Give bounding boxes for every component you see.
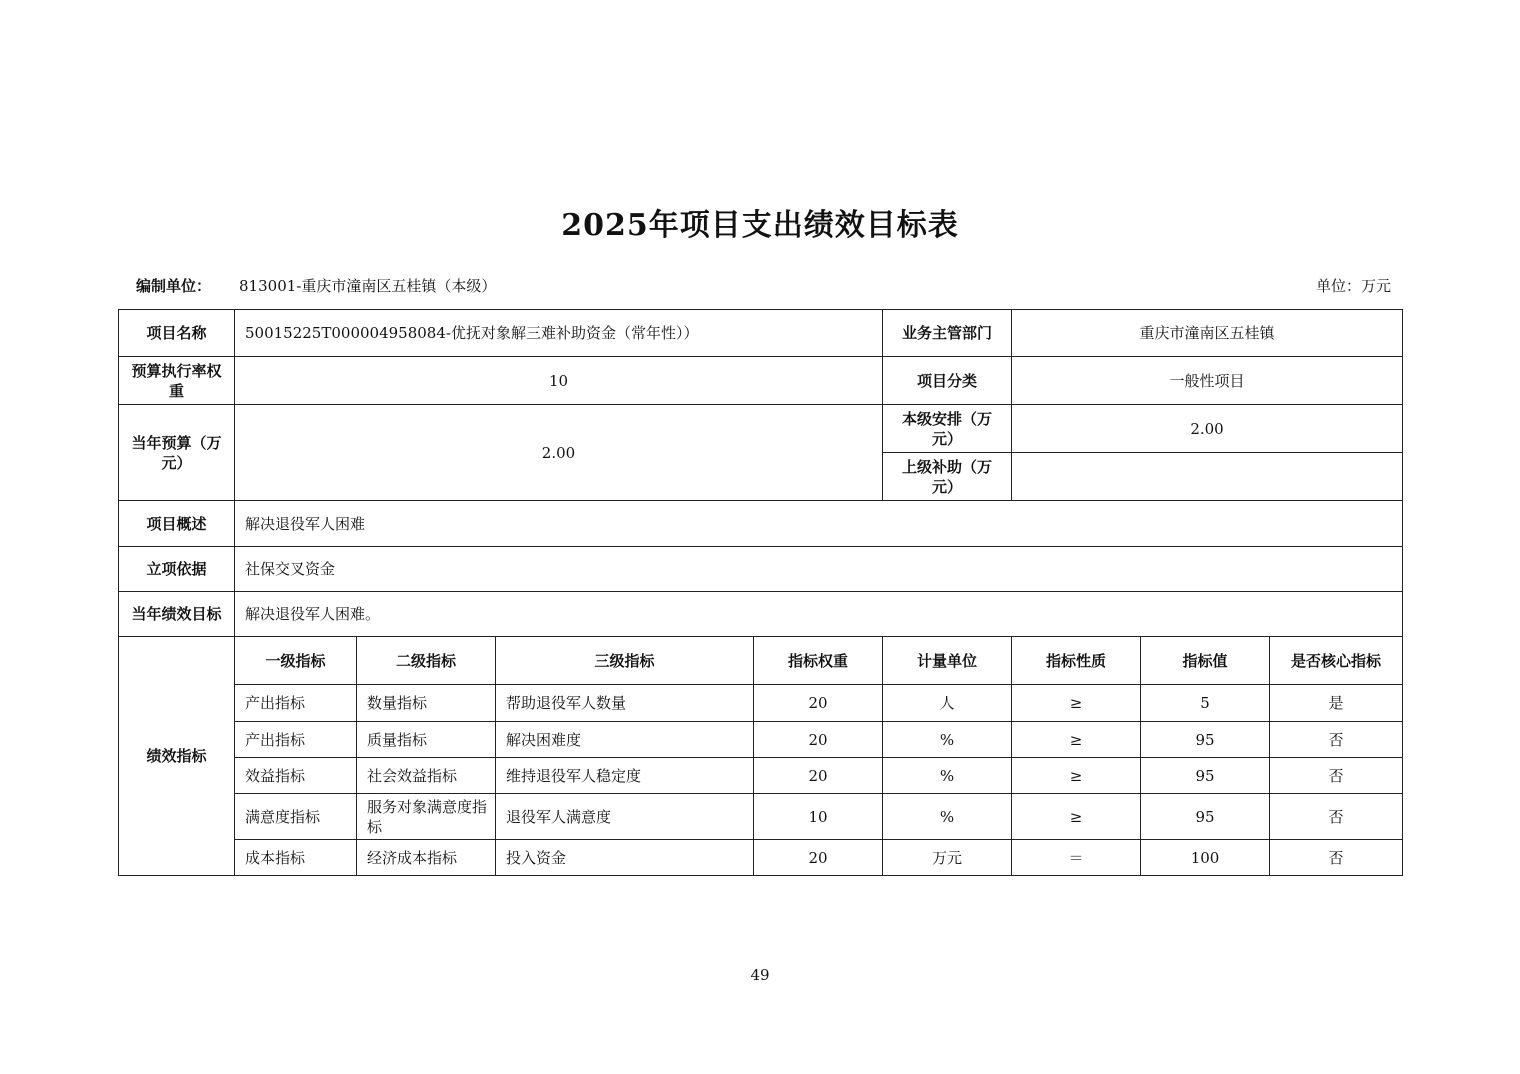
indicator-nature: ≥ (1012, 722, 1141, 758)
level3-indicator: 投入资金 (496, 840, 754, 876)
indicator-nature: ≥ (1012, 794, 1141, 840)
level2-indicator: 服务对象满意度指标 (357, 794, 496, 840)
project-name-value: 50015225T000004958084-优抚对象解三难补助资金（常年性）） (235, 310, 883, 357)
page-number: 49 (750, 966, 770, 984)
indicator-weight: 20 (754, 758, 883, 794)
category-value: 一般性项目 (1012, 357, 1403, 405)
level1-indicator: 成本指标 (235, 840, 357, 876)
column-header: 指标性质 (1012, 637, 1141, 685)
indicator-nature: ≥ (1012, 758, 1141, 794)
measure-unit: % (883, 758, 1012, 794)
local-allocation-value: 2.00 (1012, 405, 1403, 453)
level1-indicator: 产出指标 (235, 722, 357, 758)
indicator-header-row (119, 637, 1403, 685)
indicator-nature: ≥ (1012, 685, 1141, 722)
annual-goal-value: 解决退役军人困难。 (235, 592, 1403, 637)
execution-weight-label: 预算执行率权重 (119, 357, 235, 405)
column-header: 指标权重 (754, 637, 883, 685)
basis-label: 立项依据 (119, 547, 235, 592)
level3-indicator: 维持退役军人稳定度 (496, 758, 754, 794)
measure-unit: 人 (883, 685, 1012, 722)
level1-indicator: 满意度指标 (235, 794, 357, 840)
column-header: 是否核心指标 (1270, 637, 1403, 685)
core-indicator: 否 (1270, 840, 1403, 876)
level1-indicator: 效益指标 (235, 758, 357, 794)
project-name-label: 项目名称 (119, 310, 235, 357)
level2-indicator: 经济成本指标 (357, 840, 496, 876)
upper-subsidy-label: 上级补助（万元） (883, 453, 1012, 501)
table-row (119, 722, 1403, 758)
indicator-value: 95 (1141, 794, 1270, 840)
core-indicator: 否 (1270, 722, 1403, 758)
level2-indicator: 社会效益指标 (357, 758, 496, 794)
level2-indicator: 质量指标 (357, 722, 496, 758)
column-header: 指标值 (1141, 637, 1270, 685)
annual-budget-value: 2.00 (235, 405, 883, 501)
indicator-value: 100 (1141, 840, 1270, 876)
table-row (119, 310, 1403, 357)
department-label: 业务主管部门 (883, 310, 1012, 357)
core-indicator: 否 (1270, 794, 1403, 840)
core-indicator: 是 (1270, 685, 1403, 722)
indicator-weight: 10 (754, 794, 883, 840)
level3-indicator: 帮助退役军人数量 (496, 685, 754, 722)
execution-weight-value: 10 (235, 357, 883, 405)
level3-indicator: 退役军人满意度 (496, 794, 754, 840)
table-row (119, 840, 1403, 876)
level2-indicator: 数量指标 (357, 685, 496, 722)
indicator-value: 95 (1141, 722, 1270, 758)
category-label: 项目分类 (883, 357, 1012, 405)
basis-value: 社保交叉资金 (235, 547, 1403, 592)
column-header: 一级指标 (235, 637, 357, 685)
table-row (119, 547, 1403, 592)
page-title: 2025年项目支出绩效目标表 (561, 208, 959, 243)
level3-indicator: 解决困难度 (496, 722, 754, 758)
compiling-unit-label: 编制单位： (136, 277, 212, 295)
compiling-unit (136, 275, 496, 296)
column-header: 计量单位 (883, 637, 1012, 685)
table-row (119, 794, 1403, 840)
table-row (119, 592, 1403, 637)
column-header: 三级指标 (496, 637, 754, 685)
indicator-weight: 20 (754, 685, 883, 722)
measure-unit: 万元 (883, 840, 1012, 876)
department-value: 重庆市潼南区五桂镇 (1012, 310, 1403, 357)
measure-unit: % (883, 794, 1012, 840)
table-row (119, 685, 1403, 722)
indicator-nature: ＝ (1012, 840, 1141, 876)
core-indicator: 否 (1270, 758, 1403, 794)
indicator-weight: 20 (754, 840, 883, 876)
indicator-value: 95 (1141, 758, 1270, 794)
indicators-label: 绩效指标 (119, 637, 235, 876)
column-header: 二级指标 (357, 637, 496, 685)
indicator-weight: 20 (754, 722, 883, 758)
table-row (119, 357, 1403, 405)
overview-label: 项目概述 (119, 501, 235, 547)
overview-value: 解决退役军人困难 (235, 501, 1403, 547)
upper-subsidy-value (1012, 453, 1403, 501)
measure-unit: % (883, 722, 1012, 758)
annual-budget-label: 当年预算（万元） (119, 405, 235, 501)
compiling-unit-value: 813001-重庆市潼南区五桂镇（本级） (239, 277, 497, 295)
table-row (119, 758, 1403, 794)
table-row (119, 501, 1403, 547)
annual-goal-label: 当年绩效目标 (119, 592, 235, 637)
level1-indicator: 产出指标 (235, 685, 357, 722)
currency-unit: 单位：万元 (1315, 277, 1391, 295)
local-allocation-label: 本级安排（万元） (883, 405, 1012, 453)
performance-target-table (118, 309, 1403, 876)
table-row (119, 405, 1403, 453)
indicator-value: 5 (1141, 685, 1270, 722)
